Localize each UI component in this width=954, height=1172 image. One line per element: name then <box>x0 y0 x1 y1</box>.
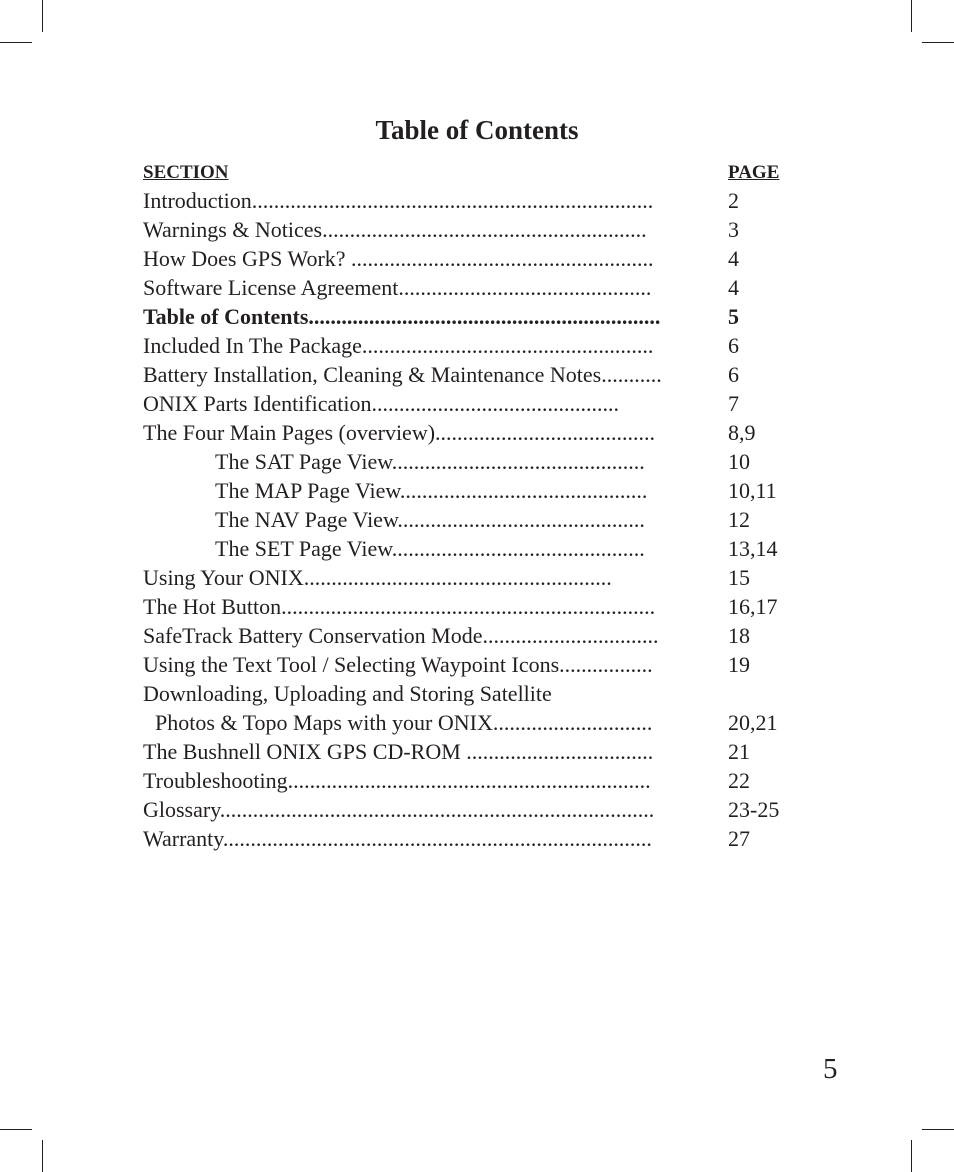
toc-row <box>143 331 823 360</box>
toc-page: 15 <box>728 565 750 590</box>
toc-entry: ONIX Parts Identification............................................. <box>143 391 619 416</box>
toc-page: 20,21 <box>728 710 778 735</box>
toc-row <box>143 418 823 447</box>
toc-row-continued <box>143 708 823 737</box>
toc-row <box>143 563 823 592</box>
toc-subrow <box>143 534 823 563</box>
toc-row <box>143 215 823 244</box>
toc-page: 4 <box>728 246 739 271</box>
toc-entry: Glossary............................................................................... <box>143 797 655 822</box>
toc-page: 19 <box>728 652 750 677</box>
toc-list <box>143 186 823 853</box>
toc-entry: Software License Agreement.............................................. <box>143 275 652 300</box>
toc-page: 18 <box>728 623 750 648</box>
toc-entry: The Hot Button.................................................................... <box>143 594 656 619</box>
toc-entry: Troubleshooting.................................................................. <box>143 768 651 793</box>
crop-mark <box>922 1129 954 1130</box>
toc-row <box>143 766 823 795</box>
page-number: 5 <box>823 1053 838 1085</box>
page-column-header: PAGE <box>728 162 780 183</box>
toc-page: 2 <box>728 188 739 213</box>
toc-row <box>143 273 823 302</box>
toc-page: 3 <box>728 217 739 242</box>
crop-mark <box>42 1140 43 1172</box>
toc-row-current <box>143 302 823 331</box>
toc-row <box>143 360 823 389</box>
section-column-header: SECTION <box>143 162 229 183</box>
page-title: Table of Contents <box>375 115 579 145</box>
toc-page: 5 <box>728 304 739 329</box>
toc-entry: Included In The Package..................................................... <box>143 333 654 358</box>
toc-entry: Introduction......................................................................... <box>143 188 654 213</box>
toc-entry: The SAT Page View.............................................. <box>215 449 645 474</box>
toc-entry: The Bushnell ONIX GPS CD-ROM .................................. <box>143 739 654 764</box>
toc-page: 16,17 <box>728 594 778 619</box>
toc-page: 10 <box>728 449 750 474</box>
toc-row <box>143 824 823 853</box>
toc-subrow <box>143 476 823 505</box>
crop-mark <box>0 42 32 43</box>
toc-page: 4 <box>728 275 739 300</box>
toc-row <box>143 737 823 766</box>
crop-mark <box>922 42 954 43</box>
toc-row <box>143 621 823 650</box>
toc-row <box>143 795 823 824</box>
toc-page: 22 <box>728 768 750 793</box>
toc-page: 13,14 <box>728 536 778 561</box>
toc-entry: The SET Page View.............................................. <box>215 536 645 561</box>
toc-row <box>143 244 823 273</box>
toc-page: 6 <box>728 362 739 387</box>
toc-entry: Using Your ONIX........................................................ <box>143 565 612 590</box>
toc-row <box>143 186 823 215</box>
toc-row <box>143 592 823 621</box>
toc-subrow <box>143 447 823 476</box>
toc-page: 7 <box>728 391 739 416</box>
toc-page: 12 <box>728 507 750 532</box>
toc-entry: Battery Installation, Cleaning & Maintenance Notes........... <box>143 362 662 387</box>
crop-mark <box>911 1140 912 1172</box>
toc-entry: Photos & Topo Maps with your ONIX............................. <box>155 710 653 735</box>
toc-entry: Using the Text Tool / Selecting Waypoint Icons................. <box>143 652 653 677</box>
toc-entry: Warranty.............................................................................. <box>143 826 652 851</box>
toc-entry: The NAV Page View............................................. <box>215 507 645 532</box>
toc-entry: SafeTrack Battery Conservation Mode................................ <box>143 623 659 648</box>
crop-mark <box>42 0 43 32</box>
toc-entry: Warnings & Notices........................................................... <box>143 217 647 242</box>
toc-subrow <box>143 505 823 534</box>
crop-mark <box>0 1129 32 1130</box>
toc-row <box>143 389 823 418</box>
toc-page: 8,9 <box>728 420 756 445</box>
crop-mark <box>911 0 912 32</box>
toc-page: 21 <box>728 739 750 764</box>
toc-entry: The MAP Page View............................................. <box>215 478 648 503</box>
toc-row <box>143 679 823 708</box>
toc-entry: Downloading, Uploading and Storing Satellite <box>143 681 552 706</box>
toc-page: 10,11 <box>728 478 777 503</box>
toc-row <box>143 650 823 679</box>
toc-entry: Table of Contents................................................................ <box>143 304 661 329</box>
toc-entry: The Four Main Pages (overview)........................................ <box>143 420 656 445</box>
toc-page: 23-25 <box>728 797 780 822</box>
toc-page: 27 <box>728 826 750 851</box>
toc-entry: How Does GPS Work? ....................................................... <box>143 246 654 271</box>
toc-page: 6 <box>728 333 739 358</box>
